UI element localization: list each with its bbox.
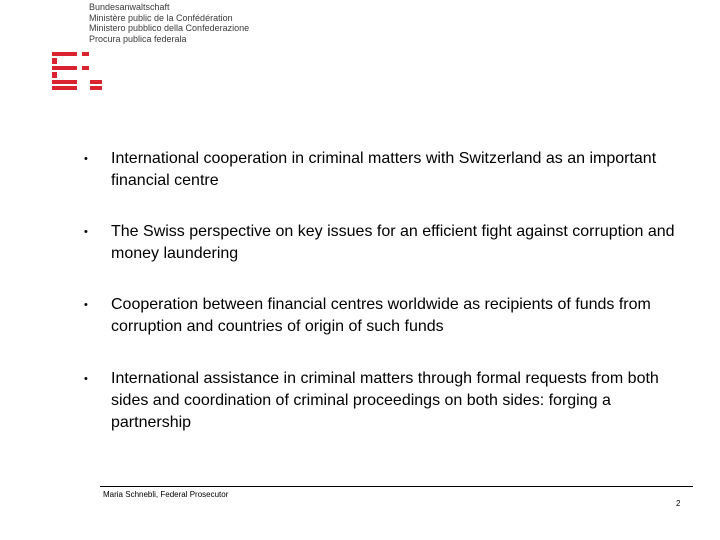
page-number: 2 — [676, 499, 681, 508]
footer-author: Maria Schnebli, Federal Prosecutor — [103, 490, 229, 499]
bullet-text: International cooperation in criminal matters with Switzerland as an important financial centre — [111, 150, 657, 189]
bullet-marker: • — [84, 299, 88, 311]
bullet-marker: • — [84, 153, 88, 165]
org-name-german: Bundesanwaltschaft — [89, 2, 170, 12]
bullet-marker: • — [84, 226, 88, 238]
org-name-italian: Ministero pubblico della Confederazione — [89, 23, 250, 33]
bullet-item — [84, 148, 684, 192]
organization-names — [89, 2, 249, 44]
bullet-item — [84, 221, 684, 265]
bullet-text: Cooperation between financial centres worldwide as recipients of funds from corruption and countries of origin of such funds — [111, 296, 651, 335]
org-name-french: Ministère public de la Confédération — [89, 12, 233, 23]
swiss-federal-logo-icon — [52, 52, 104, 92]
bullet-text: The Swiss perspective on key issues for an efficient fight against corruption and money laundering — [111, 223, 675, 262]
bullet-list — [84, 148, 684, 463]
footer-divider — [100, 486, 693, 487]
bullet-item — [84, 294, 684, 338]
org-name-romansh: Procura publica federala — [89, 33, 187, 44]
bullet-text: International assistance in criminal matters through formal requests from both sides and coordination of criminal proceedings on both sides: forging a partnership — [111, 370, 659, 431]
bullet-marker: • — [84, 373, 88, 385]
bullet-item — [84, 368, 684, 434]
